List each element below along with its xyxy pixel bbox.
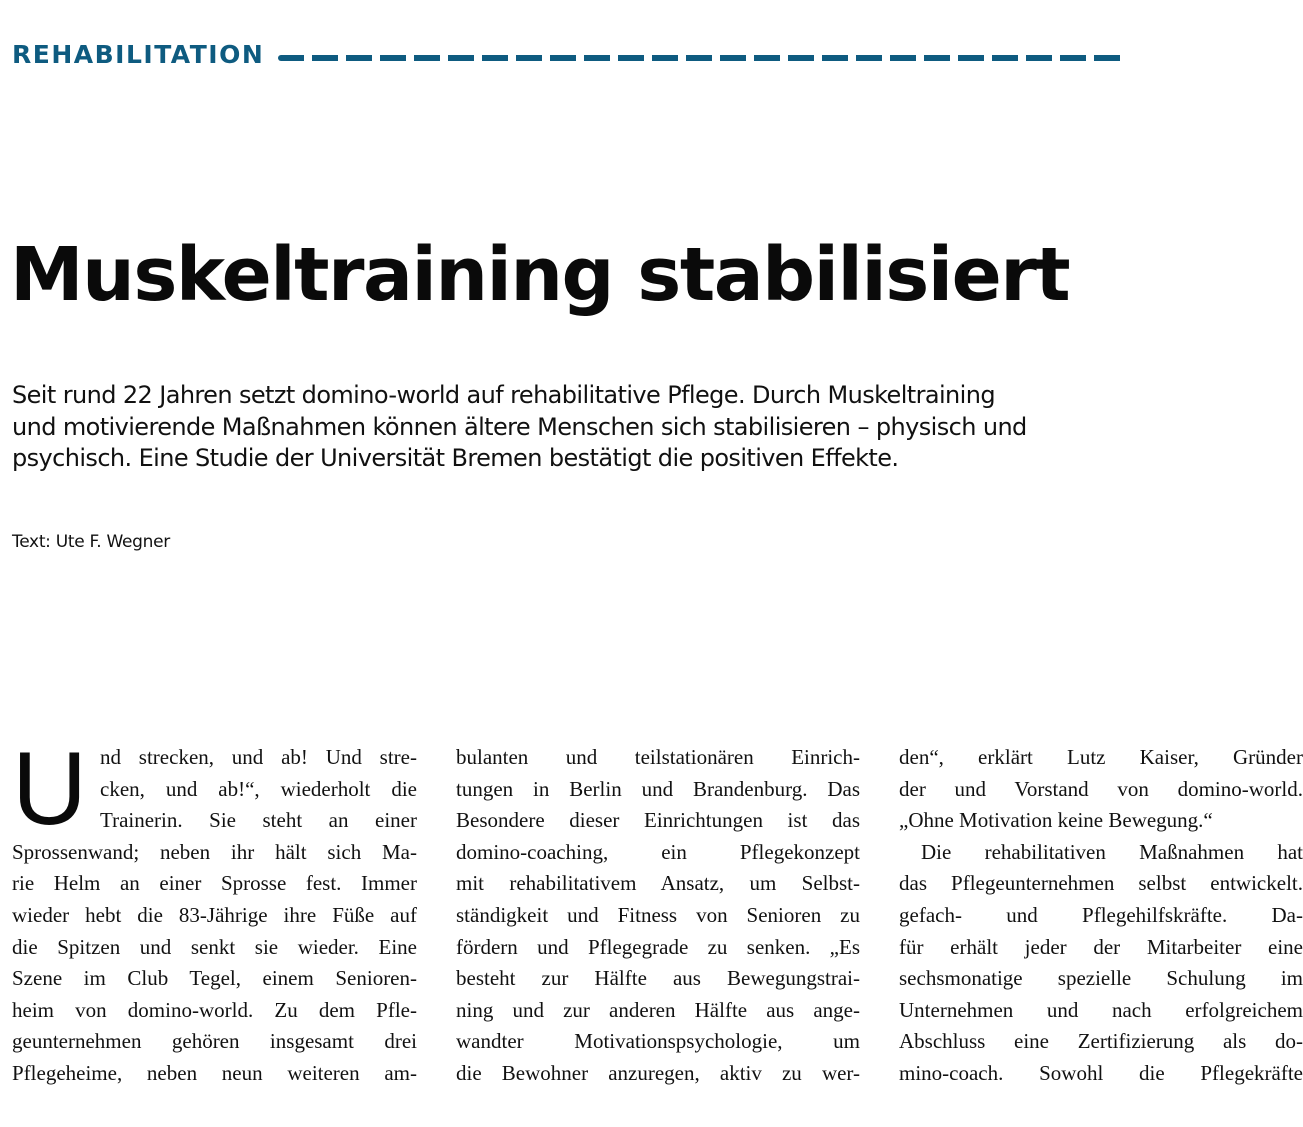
body-line: den“, erklärt Lutz Kaiser, Gründer xyxy=(899,745,1303,769)
body-line: Pflegeheime, neben neun weiteren am- xyxy=(12,1060,417,1085)
body-line: geunternehmen gehören insgesamt drei xyxy=(12,1029,417,1054)
body-line: gefach- und Pflegehilfskräfte. Da- xyxy=(899,902,1303,927)
body-line: domino-coaching, ein Pflegekonzept xyxy=(456,839,860,864)
body-line: ning und zur anderen Hälfte aus ange- xyxy=(456,997,860,1022)
lead-line: psychisch. Eine Studie der Universität Bremen bestätigt die positiven Effekte. xyxy=(12,444,899,473)
body-line: fördern und Pflegegrade zu senken. „Es xyxy=(456,934,860,959)
body-column-2 xyxy=(456,742,860,1090)
body-line: tungen in Berlin und Brandenburg. Das xyxy=(456,776,860,801)
body-line: bulanten und teilstationären Einrich- xyxy=(456,745,860,769)
body-column-3 xyxy=(899,742,1303,1090)
body-line: wandter Motivationspsychologie, um xyxy=(456,1029,860,1054)
lead-line: Seit rund 22 Jahren setzt domino-world auf rehabilitative Pflege. Durch Muskeltraining xyxy=(12,381,995,409)
body-line: Sprossenwand; neben ihr hält sich Ma- xyxy=(12,839,417,864)
body-line: „Ohne Motivation keine Bewegung.“ xyxy=(899,808,1213,833)
section-label: REHABILITATION xyxy=(12,39,265,69)
body-line: mino-coach. Sowohl die Pflegekräfte xyxy=(899,1060,1303,1085)
article-lead xyxy=(12,374,1122,473)
body-line: heim von domino-world. Zu dem Pfle- xyxy=(12,997,417,1022)
body-line: der und Vorstand von domino-world. xyxy=(899,776,1303,801)
body-line: Szene im Club Tegel, einem Senioren- xyxy=(12,966,417,991)
body-line: besteht zur Hälfte aus Bewegungstrai- xyxy=(456,966,860,991)
body-line: wieder hebt die 83-Jährige ihre Füße auf xyxy=(12,902,417,927)
section-header xyxy=(12,36,1126,72)
body-line: mit rehabilitativem Ansatz, um Selbst- xyxy=(456,871,860,896)
body-line: die Spitzen und senkt sie wieder. Eine xyxy=(12,934,417,959)
body-line: nd strecken, und ab! Und stre- xyxy=(100,745,417,769)
lead-line: und motivierende Maßnahmen können ältere Menschen sich stabilisieren – physisch und xyxy=(12,412,1027,441)
body-line: ständigkeit und Fitness von Senioren zu xyxy=(456,902,860,927)
body-line: Trainerin. Sie steht an einer xyxy=(100,808,417,833)
body-line: sechsmonatige spezielle Schulung im xyxy=(899,966,1303,991)
body-line: Unternehmen und nach erfolgreichem xyxy=(899,997,1303,1022)
section-dashed-rule xyxy=(278,55,1126,61)
body-line: die Bewohner anzuregen, aktiv zu wer- xyxy=(456,1060,860,1085)
body-column-1 xyxy=(12,731,417,1090)
body-line: Abschluss eine Zertifizierung als do- xyxy=(899,1029,1303,1054)
article-title: Muskeltraining stabilisiert xyxy=(10,232,1070,318)
body-line: das Pflegeunternehmen selbst entwickelt. xyxy=(899,871,1303,896)
article-byline: Text: Ute F. Wegner xyxy=(12,532,170,552)
body-line: für erhält jeder der Mitarbeiter eine xyxy=(899,934,1303,959)
drop-cap: U xyxy=(12,731,88,847)
body-line: Die rehabilitativen Maßnahmen hat xyxy=(921,839,1303,864)
body-line: cken, und ab!“, wiederholt die xyxy=(100,776,417,801)
body-line: Besondere dieser Einrichtungen ist das xyxy=(456,808,860,833)
body-line: rie Helm an einer Sprosse fest. Immer xyxy=(12,871,417,896)
